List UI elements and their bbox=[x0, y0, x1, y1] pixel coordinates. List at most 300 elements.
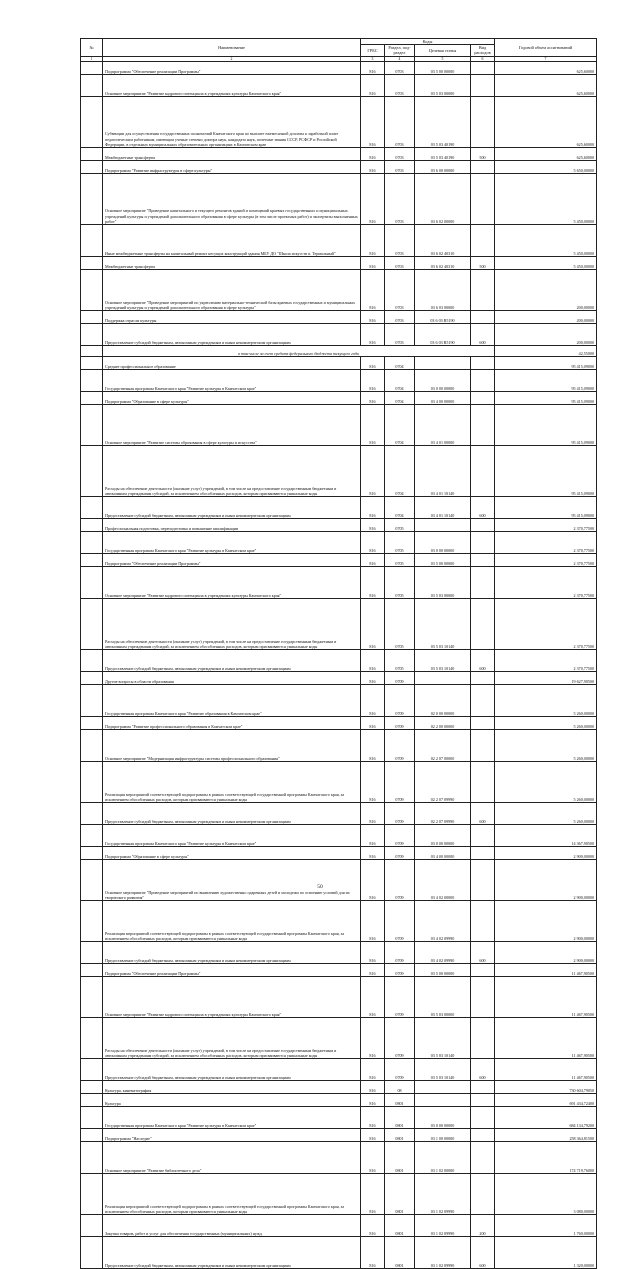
row-num-cell bbox=[81, 1107, 103, 1129]
row-grbs: 816 bbox=[361, 62, 385, 75]
row-amount: 11 467,90500 bbox=[495, 1018, 597, 1059]
row-razdel: 0709 bbox=[385, 1018, 415, 1059]
table-row bbox=[81, 730, 597, 762]
row-target-article bbox=[415, 1081, 471, 1094]
colnum: 7 bbox=[495, 56, 597, 61]
table-row bbox=[81, 519, 597, 532]
row-razdel: 0709 bbox=[385, 803, 415, 825]
colnum: 2 bbox=[103, 56, 361, 61]
row-expense-type bbox=[471, 860, 495, 901]
row-amount: 2 370,77500 bbox=[495, 599, 597, 650]
row-name: Расходы на обеспечение деятельности (оказание услуг) учреждений, в том числе на предоставление государственным бюджетным и автономным учреждениям субсидий, за исключением обособленных расходов, которым присваиваются уникальные коды bbox=[103, 446, 361, 497]
header-razdel: Раздел, под-раздел bbox=[385, 45, 415, 56]
row-name: Предоставление субсидий бюджетным, автономным учреждениям и иным некоммерческим организациям bbox=[103, 324, 361, 346]
row-razdel: 0709 bbox=[385, 685, 415, 717]
table-row bbox=[81, 1174, 597, 1215]
row-expense-type bbox=[471, 730, 495, 762]
row-target-article: 03 1 02 00000 bbox=[415, 1142, 471, 1174]
row-razdel: 0704 bbox=[385, 370, 415, 392]
row-amount: 2 370,77500 bbox=[495, 532, 597, 554]
row-name: Реализация мероприятий соответствующей подпрограммы в рамках соответствующей государственной программы Камчатского края, за исключением обособленных расходов, которым присваиваются уникальные коды bbox=[103, 762, 361, 803]
row-expense-type bbox=[471, 392, 495, 405]
table-row bbox=[81, 803, 597, 825]
row-num-cell bbox=[81, 1215, 103, 1237]
row-razdel: 0705 bbox=[385, 567, 415, 599]
row-name: Субвенции для осуществления государственных полномочий Камчатского края по выплате ежемесячной доплаты к заработной плате педагогическим работникам, имеющим ученые степени доктора наук, кандидата наук, почетные звания СССР, РСФСР и Российской Федерации, в отдельных муниципальных образовательных организациях в Камчатском крае bbox=[103, 97, 361, 148]
row-target-article: 03 6 03 R5190 bbox=[415, 324, 471, 346]
row-target-article: 03 5 00 00000 bbox=[415, 964, 471, 977]
row-target-article: 03 4 00 00000 bbox=[415, 392, 471, 405]
row-amount: 2 370,77500 bbox=[495, 519, 597, 532]
row-target-article: 03 5 03 10140 bbox=[415, 1059, 471, 1081]
row-name: Основное мероприятие "Проведение капитального и текущего ремонтов зданий и помещений краевых государственных и муниципальных учреждений культуры и учреждений дополнительного образования в сфере культуры (в том числе проектных работ) и экспертизы выполненных работ" bbox=[103, 174, 361, 225]
row-grbs: 816 bbox=[361, 717, 385, 730]
row-name: Основное мероприятие "Развитие кадрового потенциала в учреждениях культуры Камчатского края" bbox=[103, 977, 361, 1018]
row-razdel: 0709 bbox=[385, 717, 415, 730]
table-row bbox=[81, 1142, 597, 1174]
row-razdel: 08 bbox=[385, 1081, 415, 1094]
row-grbs: 816 bbox=[361, 311, 385, 324]
row-name: Межбюджетные трансферты bbox=[103, 148, 361, 161]
row-grbs: 816 bbox=[361, 554, 385, 567]
row-num-cell bbox=[81, 161, 103, 174]
row-amount: 11 467,90500 bbox=[495, 964, 597, 977]
row-num-cell bbox=[81, 860, 103, 901]
row-razdel: 0709 bbox=[385, 1059, 415, 1081]
row-razdel: 0801 bbox=[385, 1142, 415, 1174]
row-razdel: 0703 bbox=[385, 97, 415, 148]
row-name: Подпрограмма "Обеспечение реализации Программы" bbox=[103, 62, 361, 75]
table-row bbox=[81, 346, 597, 357]
row-grbs: 816 bbox=[361, 1107, 385, 1129]
row-grbs: 816 bbox=[361, 257, 385, 270]
table-row bbox=[81, 392, 597, 405]
row-razdel: 0705 bbox=[385, 599, 415, 650]
row-expense-type: 600 bbox=[471, 1237, 495, 1269]
table-row bbox=[81, 964, 597, 977]
row-amount: 5 260,00000 bbox=[495, 685, 597, 717]
colnum: 4 bbox=[385, 56, 415, 61]
row-target-article: 02 2 07 00000 bbox=[415, 730, 471, 762]
row-num-cell bbox=[81, 730, 103, 762]
row-num-cell bbox=[81, 1237, 103, 1269]
row-num-cell bbox=[81, 148, 103, 161]
row-razdel: 0709 bbox=[385, 672, 415, 685]
row-grbs: 816 bbox=[361, 847, 385, 860]
row-name: Государственная программа Камчатского края "Развитие культуры в Камчатском крае" bbox=[103, 370, 361, 392]
row-name: Основное мероприятие "Развитие кадрового потенциала в учреждениях культуры Камчатского края" bbox=[103, 567, 361, 599]
row-amount: 5 450,00000 bbox=[495, 257, 597, 270]
row-amount: 2 900,00000 bbox=[495, 901, 597, 942]
row-grbs: 816 bbox=[361, 357, 385, 370]
row-target-article: 03 4 01 10140 bbox=[415, 497, 471, 519]
header-vid: Вид расходов bbox=[471, 45, 495, 56]
row-expense-type bbox=[471, 762, 495, 803]
row-expense-type: 600 bbox=[471, 497, 495, 519]
row-expense-type bbox=[471, 161, 495, 174]
row-razdel: 0704 bbox=[385, 446, 415, 497]
row-razdel: 0801 bbox=[385, 1129, 415, 1142]
row-amount: 95 415,09000 bbox=[495, 446, 597, 497]
row-razdel: 0709 bbox=[385, 730, 415, 762]
row-razdel: 0709 bbox=[385, 964, 415, 977]
row-amount: 258 364,81500 bbox=[495, 1129, 597, 1142]
table-row bbox=[81, 311, 597, 324]
row-target-article: 03 5 03 40190 bbox=[415, 148, 471, 161]
row-razdel: 0709 bbox=[385, 977, 415, 1018]
row-target-article: 02 2 00 00000 bbox=[415, 717, 471, 730]
row-grbs: 816 bbox=[361, 370, 385, 392]
row-target-article bbox=[415, 1094, 471, 1107]
row-amount: 95 415,09000 bbox=[495, 405, 597, 446]
table-row bbox=[81, 554, 597, 567]
row-name: Межбюджетные трансферты bbox=[103, 257, 361, 270]
row-grbs: 816 bbox=[361, 225, 385, 257]
row-razdel: 0705 bbox=[385, 554, 415, 567]
budget-table-body bbox=[81, 62, 597, 1269]
row-target-article: 02 0 00 00000 bbox=[415, 685, 471, 717]
table-row bbox=[81, 762, 597, 803]
row-name: Основное мероприятие "Развитие библиотечного дела" bbox=[103, 1142, 361, 1174]
row-amount: 5 450,00000 bbox=[495, 174, 597, 225]
row-name: Культура bbox=[103, 1094, 361, 1107]
row-expense-type bbox=[471, 311, 495, 324]
row-grbs: 816 bbox=[361, 599, 385, 650]
row-amount: 95 415,09000 bbox=[495, 392, 597, 405]
row-target-article: 03 1 02 09990 bbox=[415, 1174, 471, 1215]
row-target-article: 03 5 00 00000 bbox=[415, 62, 471, 75]
row-grbs: 816 bbox=[361, 148, 385, 161]
row-target-article: 03 6 00 00000 bbox=[415, 161, 471, 174]
row-amount: 95 415,09000 bbox=[495, 497, 597, 519]
row-grbs: 816 bbox=[361, 860, 385, 901]
row-num-cell bbox=[81, 599, 103, 650]
row-grbs: 816 bbox=[361, 730, 385, 762]
row-target-article bbox=[415, 519, 471, 532]
row-num-cell bbox=[81, 270, 103, 311]
row-razdel: 0709 bbox=[385, 825, 415, 847]
row-razdel: 0709 bbox=[385, 847, 415, 860]
row-grbs: 816 bbox=[361, 519, 385, 532]
row-num-cell bbox=[81, 650, 103, 672]
page-number: 50 bbox=[317, 884, 323, 890]
row-expense-type bbox=[471, 1094, 495, 1107]
row-name: Предоставление субсидий бюджетным, автономным учреждениям и иным некоммерческим организациям bbox=[103, 803, 361, 825]
row-expense-type bbox=[471, 532, 495, 554]
row-name: Расходы на обеспечение деятельности (оказание услуг) учреждений, в том числе на предоставление государственным бюджетным и автономным учреждениям субсидий, за исключением обособленных расходов, которым присваиваются уникальные коды bbox=[103, 599, 361, 650]
row-num-cell bbox=[81, 554, 103, 567]
row-name: Предоставление субсидий бюджетным, автономным учреждениям и иным некоммерческим организациям bbox=[103, 942, 361, 964]
row-name: Предоставление субсидий бюджетным, автономным учреждениям и иным некоммерческим организациям bbox=[103, 1059, 361, 1081]
row-expense-type bbox=[471, 75, 495, 97]
row-target-article: 03 5 03 40190 bbox=[415, 97, 471, 148]
table-row bbox=[81, 1018, 597, 1059]
row-num-cell bbox=[81, 685, 103, 717]
table-row bbox=[81, 270, 597, 311]
row-amount: 2 900,00000 bbox=[495, 860, 597, 901]
header-cs: Целевая статья bbox=[415, 45, 471, 56]
row-grbs: 816 bbox=[361, 1142, 385, 1174]
row-grbs: 816 bbox=[361, 977, 385, 1018]
row-amount: 730 604,79050 bbox=[495, 1081, 597, 1094]
row-amount: 2 370,77500 bbox=[495, 567, 597, 599]
row-amount: 19 627,90500 bbox=[495, 672, 597, 685]
row-target-article: 03 0 00 00000 bbox=[415, 532, 471, 554]
row-amount: 2 370,77500 bbox=[495, 650, 597, 672]
row-name: Основное мероприятие "Проведение мероприятий по выявлению художественно одаренных детей и молодежи по освоению условий для их творческого развития" bbox=[103, 860, 361, 901]
row-razdel: 0709 bbox=[385, 762, 415, 803]
row-grbs: 816 bbox=[361, 685, 385, 717]
row-expense-type bbox=[471, 1018, 495, 1059]
row-grbs: 816 bbox=[361, 1237, 385, 1269]
row-razdel: 0709 bbox=[385, 860, 415, 901]
row-expense-type bbox=[471, 1107, 495, 1129]
row-name: Государственная программа Камчатского края "Развитие культуры в Камчатском крае" bbox=[103, 532, 361, 554]
row-target-article: 03 1 02 09990 bbox=[415, 1237, 471, 1269]
header-codes: Коды bbox=[361, 39, 495, 45]
header-num: № bbox=[81, 39, 103, 57]
row-target-article: 03 4 02 09990 bbox=[415, 901, 471, 942]
row-num-cell bbox=[81, 532, 103, 554]
row-target-article bbox=[415, 672, 471, 685]
row-name: Подпрограмма "Наследие" bbox=[103, 1129, 361, 1142]
row-amount: 5 450,00000 bbox=[495, 225, 597, 257]
row-grbs: 816 bbox=[361, 964, 385, 977]
row-expense-type bbox=[471, 825, 495, 847]
row-name: Другие вопросы в области образования bbox=[103, 672, 361, 685]
row-num-cell bbox=[81, 346, 103, 357]
row-expense-type bbox=[471, 370, 495, 392]
row-expense-type bbox=[471, 519, 495, 532]
table-row bbox=[81, 685, 597, 717]
row-num-cell bbox=[81, 762, 103, 803]
row-razdel: 0703 bbox=[385, 161, 415, 174]
row-num-cell bbox=[81, 1081, 103, 1094]
table-row bbox=[81, 357, 597, 370]
row-num-cell bbox=[81, 717, 103, 730]
row-razdel: 0703 bbox=[385, 257, 415, 270]
row-grbs: 816 bbox=[361, 825, 385, 847]
row-expense-type bbox=[471, 717, 495, 730]
row-expense-type bbox=[471, 567, 495, 599]
row-expense-type bbox=[471, 97, 495, 148]
table-row bbox=[81, 324, 597, 346]
row-grbs: 816 bbox=[361, 1174, 385, 1215]
row-target-article: 03 1 00 00000 bbox=[415, 1129, 471, 1142]
row-grbs: 816 bbox=[361, 1129, 385, 1142]
row-target-article: 03 6 03 R5190 bbox=[415, 311, 471, 324]
row-amount: 5 260,00000 bbox=[495, 762, 597, 803]
table-row bbox=[81, 825, 597, 847]
row-expense-type bbox=[471, 554, 495, 567]
row-name: Предоставление субсидий бюджетным, автономным учреждениям и иным некоммерческим организациям bbox=[103, 650, 361, 672]
row-grbs: 816 bbox=[361, 1215, 385, 1237]
row-amount: 11 467,90500 bbox=[495, 977, 597, 1018]
table-row bbox=[81, 62, 597, 75]
table-row bbox=[81, 717, 597, 730]
row-name: Подпрограмма "Развитие профессионального образования в Камчатском крае" bbox=[103, 717, 361, 730]
row-num-cell bbox=[81, 324, 103, 346]
row-expense-type: 500 bbox=[471, 148, 495, 161]
row-razdel: 0703 bbox=[385, 75, 415, 97]
row-razdel: 0801 bbox=[385, 1094, 415, 1107]
row-amount: 625,60000 bbox=[495, 62, 597, 75]
colnum: 5 bbox=[415, 56, 471, 61]
row-expense-type bbox=[471, 964, 495, 977]
row-num-cell bbox=[81, 825, 103, 847]
row-razdel: 0709 bbox=[385, 942, 415, 964]
table-row bbox=[81, 1215, 597, 1237]
row-razdel: 0703 bbox=[385, 174, 415, 225]
row-target-article: 03 5 03 00000 bbox=[415, 567, 471, 599]
row-num-cell bbox=[81, 405, 103, 446]
row-num-cell bbox=[81, 803, 103, 825]
table-row bbox=[81, 650, 597, 672]
row-name: Культура, кинематография bbox=[103, 1081, 361, 1094]
row-num-cell bbox=[81, 977, 103, 1018]
row-amount: 1 760,00000 bbox=[495, 1215, 597, 1237]
row-amount: 684 134,79200 bbox=[495, 1107, 597, 1129]
row-razdel: 0801 bbox=[385, 1237, 415, 1269]
table-row bbox=[81, 1237, 597, 1269]
row-amount: 174 719,76000 bbox=[495, 1142, 597, 1174]
table-row bbox=[81, 225, 597, 257]
row-target-article: 03 4 01 00000 bbox=[415, 405, 471, 446]
row-name: Основное мероприятие "Модернизация инфраструктуры системы профессионального образования" bbox=[103, 730, 361, 762]
row-target-article: 03 5 03 00000 bbox=[415, 977, 471, 1018]
row-expense-type: 600 bbox=[471, 650, 495, 672]
row-name: Подпрограмма "Обеспечение реализации Программы" bbox=[103, 554, 361, 567]
row-target-article: 03 6 02 40310 bbox=[415, 225, 471, 257]
row-grbs: 816 bbox=[361, 324, 385, 346]
row-target-article: 03 5 00 00000 bbox=[415, 554, 471, 567]
row-amount: 625,60000 bbox=[495, 97, 597, 148]
row-num-cell bbox=[81, 370, 103, 392]
row-razdel: 0801 bbox=[385, 1215, 415, 1237]
row-name: Государственная программа Камчатского края "Развитие образования в Камчатском крае" bbox=[103, 685, 361, 717]
table-row bbox=[81, 977, 597, 1018]
table-header-row bbox=[81, 39, 597, 45]
row-grbs: 816 bbox=[361, 1094, 385, 1107]
row-grbs: 816 bbox=[361, 446, 385, 497]
row-num-cell bbox=[81, 567, 103, 599]
row-name: Профессиональная подготовка, переподготовка и повышение квалификации bbox=[103, 519, 361, 532]
row-expense-type: 200 bbox=[471, 1215, 495, 1237]
row-num-cell bbox=[81, 1129, 103, 1142]
row-expense-type: 500 bbox=[471, 257, 495, 270]
table-row bbox=[81, 860, 597, 901]
row-expense-type: 600 bbox=[471, 803, 495, 825]
row-expense-type bbox=[471, 1142, 495, 1174]
row-target-article: 03 5 03 10140 bbox=[415, 599, 471, 650]
row-grbs: 816 bbox=[361, 567, 385, 599]
row-target-article: 03 0 00 00000 bbox=[415, 1107, 471, 1129]
table-row bbox=[81, 672, 597, 685]
row-expense-type bbox=[471, 62, 495, 75]
row-num-cell bbox=[81, 75, 103, 97]
colnum: 3 bbox=[361, 56, 385, 61]
table-row bbox=[81, 1094, 597, 1107]
row-name: Основное мероприятие "Развитие кадрового потенциала в учреждениях культуры Камчатского края" bbox=[103, 75, 361, 97]
table-row bbox=[81, 405, 597, 446]
table-row bbox=[81, 942, 597, 964]
row-grbs: 816 bbox=[361, 1018, 385, 1059]
row-amount: 2 370,77500 bbox=[495, 554, 597, 567]
table-row bbox=[81, 901, 597, 942]
table-row bbox=[81, 161, 597, 174]
row-grbs: 816 bbox=[361, 650, 385, 672]
table-row bbox=[81, 97, 597, 148]
row-name: Расходы на обеспечение деятельности (оказание услуг) учреждений, в том числе на предоставление государственным бюджетным и автономным учреждениям субсидий, за исключением обособленных расходов, которым присваиваются уникальные коды bbox=[103, 1018, 361, 1059]
row-amount: 95 415,09000 bbox=[495, 370, 597, 392]
table-row bbox=[81, 599, 597, 650]
row-amount: 1 320,00000 bbox=[495, 1237, 597, 1269]
colnum: 1 bbox=[81, 56, 103, 61]
row-amount: 2 900,00000 bbox=[495, 942, 597, 964]
row-expense-type: 600 bbox=[471, 942, 495, 964]
row-grbs: 816 bbox=[361, 161, 385, 174]
row-target-article: 02 2 07 09990 bbox=[415, 762, 471, 803]
row-name: Государственная программа Камчатского края "Развитие культуры в Камчатском крае" bbox=[103, 1107, 361, 1129]
row-amount: 691 434,72400 bbox=[495, 1094, 597, 1107]
table-row bbox=[81, 1081, 597, 1094]
row-razdel: 0705 bbox=[385, 650, 415, 672]
row-name: Подпрограмма "Развитие инфраструктуры в сфере культуры" bbox=[103, 161, 361, 174]
row-amount: 5 650,00000 bbox=[495, 161, 597, 174]
row-grbs: 816 bbox=[361, 174, 385, 225]
row-num-cell bbox=[81, 964, 103, 977]
table-row bbox=[81, 847, 597, 860]
row-target-article: 03 4 00 00000 bbox=[415, 847, 471, 860]
row-num-cell bbox=[81, 97, 103, 148]
row-razdel: 0704 bbox=[385, 405, 415, 446]
row-amount: 200,00000 bbox=[495, 324, 597, 346]
row-amount: 5 260,00000 bbox=[495, 717, 597, 730]
row-num-cell bbox=[81, 257, 103, 270]
row-name: Поддержка отрасли культуры bbox=[103, 311, 361, 324]
row-target-article: 03 5 03 10140 bbox=[415, 650, 471, 672]
row-amount: 5 260,00000 bbox=[495, 803, 597, 825]
row-num-cell bbox=[81, 497, 103, 519]
row-amount: 200,00000 bbox=[495, 311, 597, 324]
row-expense-type bbox=[471, 1081, 495, 1094]
header-name: Наименование bbox=[103, 39, 361, 57]
row-name: Основное мероприятие "Развитие системы образования в сфере культуры и искусства" bbox=[103, 405, 361, 446]
row-expense-type bbox=[471, 672, 495, 685]
row-grbs: 816 bbox=[361, 762, 385, 803]
row-target-article: 03 1 02 09990 bbox=[415, 1215, 471, 1237]
table-row bbox=[81, 148, 597, 161]
row-name: Предоставление субсидий бюджетным, автономным учреждениям и иным некоммерческим организациям bbox=[103, 1237, 361, 1269]
row-expense-type bbox=[471, 174, 495, 225]
row-expense-type bbox=[471, 977, 495, 1018]
row-razdel: 0801 bbox=[385, 1107, 415, 1129]
row-name: Иные межбюджетные трансферты на капитальный ремонт несущих конструкций здания МБУ ДО "Школа искусств п. Термальный" bbox=[103, 225, 361, 257]
table-row bbox=[81, 75, 597, 97]
row-expense-type bbox=[471, 1174, 495, 1215]
row-razdel: 0703 bbox=[385, 311, 415, 324]
row-expense-type bbox=[471, 901, 495, 942]
colnum: 6 bbox=[471, 56, 495, 61]
row-num-cell bbox=[81, 174, 103, 225]
row-name: Подпрограмма "Обеспечение реализации Программы" bbox=[103, 964, 361, 977]
budget-table bbox=[80, 38, 597, 1269]
row-num-cell bbox=[81, 1018, 103, 1059]
table-row bbox=[81, 1129, 597, 1142]
row-target-article: 02 2 07 09990 bbox=[415, 803, 471, 825]
row-num-cell bbox=[81, 62, 103, 75]
row-num-cell bbox=[81, 942, 103, 964]
